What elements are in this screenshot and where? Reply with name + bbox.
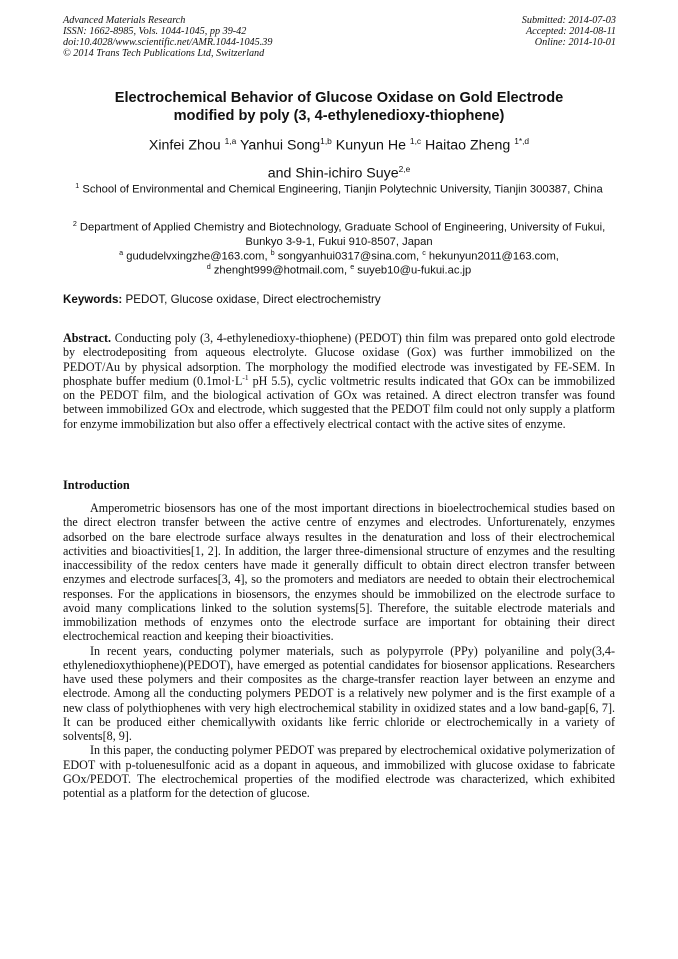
author-name: Kunyun He <box>331 137 410 154</box>
affiliation-1 <box>63 179 615 197</box>
author-affil-mark: 2,e <box>398 163 411 174</box>
email-address[interactable]: hekunyun2011@163.com, <box>425 250 559 263</box>
introduction-body <box>63 501 615 800</box>
title-line-1: Electrochemical Behavior of Glucose Oxidase on Gold Electrode <box>114 90 564 106</box>
email-mark: c <box>422 248 426 257</box>
accepted-date: Accepted: 2014-08-11 <box>525 26 616 37</box>
email-address[interactable]: gududelvxingzhe@163.com, <box>123 250 271 263</box>
keywords-label: Keywords: <box>63 293 123 306</box>
email-address[interactable]: zhenght999@hotmail.com, <box>210 264 351 277</box>
authors-line-1 <box>40 130 638 158</box>
author-affil-mark: 1,c <box>409 136 422 146</box>
author-affil-mark: 1,b <box>320 136 332 146</box>
intro-paragraph-1: Amperometric biosensors has one of the most important directions in bioelectrochemical studies based on the direct electron transfer between the active centre of enzymes and electrodes. Unforturenately, enzymes adsorbed on the bare electrode surface always resultes in the denaturation and loss of their electrochemical activities and bioactivities[1, 2]. In addition, the larger three-dimensional structure of enzymes and the resulting inaccessibility of the redox centers have made it generally difficult to obtain direct electron transfer between enzymes and electrode surfaces[3, 4], so the promoters and mediators are needed to obtain their electrochemical responses. For the applications in biosensors, the enzymes should be immobilized on the electrode surface to avoid many complications linked to the solution systems[5]. Therefore, the suitable electrode materials and immobilization methods of enzymes onto the electrode surface are important for obtaining their direct electrochemical reaction and keeping their bioactivities. <box>63 501 615 644</box>
keywords-line <box>63 293 381 307</box>
abstract-superscript: -1 <box>242 372 249 382</box>
affiliation-mark: 1 <box>75 181 80 190</box>
abstract <box>63 331 615 431</box>
email-mark: e <box>350 262 355 271</box>
abstract-label: Abstract. <box>63 331 112 345</box>
email-mark: a <box>119 248 124 257</box>
author-name: and Shin-ichiro Suye <box>267 165 399 182</box>
copyright-line: © 2014 Trans Tech Publications Ltd, Switzerland <box>63 48 265 59</box>
keywords-text: PEDOT, Glucose oxidase, Direct electrochemistry <box>122 293 381 306</box>
affiliation-text: School of Environmental and Chemical Engineering, Tianjin Polytechnic University, Tianjin 300387, China <box>79 183 603 196</box>
publication-dates <box>522 15 616 48</box>
section-heading-introduction: Introduction <box>63 478 130 492</box>
online-date: Online: 2014-10-01 <box>534 37 616 48</box>
author-affil-mark: 1*,d <box>514 136 530 146</box>
author-affil-mark: 1,a <box>224 136 237 146</box>
author-list <box>40 130 638 185</box>
email-mark: b <box>270 248 275 257</box>
affiliation-2 <box>63 217 615 250</box>
doi-line: doi:10.4028/www.scientific.net/AMR.1044-1045.39 <box>63 37 273 48</box>
paper-title <box>40 89 638 125</box>
email-line-2 <box>40 260 638 278</box>
author-name: Yanhui Song <box>236 137 321 154</box>
journal-name: Advanced Materials Research <box>63 15 186 26</box>
affiliation-text: Department of Applied Chemistry and Biotechnology, Graduate School of Engineering, University of Fukui, Bunkyo 3-9-1, Fukui 910-8507, Japan <box>76 221 606 249</box>
email-address[interactable]: songyanhui0317@sina.com, <box>274 250 423 263</box>
abstract-text-continued: pH 5.5), cyclic voltmetric results indicated that GOx can be immobilized on the PEDOT film, and the biological activation of GOx was retained. A direct electron transfer was found between immobilized GOx and electrode, which suggested that the PEDOT film could not only supply a platform for enzyme immobilization but also offer a effectively electrical contact with the active sites of enzyme. <box>63 373 615 431</box>
author-name: Haitao Zheng <box>421 137 515 154</box>
abstract-text: Conducting poly (3, 4-ethylenedioxy-thiophene) (PEDOT) thin film was prepared onto gold electrode by electrodepositing from aqueous electrolyte. Glucose oxidase (Gox) was further immobilized on the PEDOT/Au by physical adsorption. The morphology the modified electrode was investigated by FE-SEM. In phosphate buffer medium (0.1mol·L <box>63 331 615 388</box>
email-mark: d <box>206 262 211 271</box>
author-name: Xinfei Zhou <box>148 137 225 154</box>
submitted-date: Submitted: 2014-07-03 <box>521 15 616 26</box>
title-line-2: modified by poly (3, 4-ethylenedioxy-thiophene) <box>173 108 505 124</box>
email-address[interactable]: suyeb10@u-fukui.ac.jp <box>354 264 472 277</box>
intro-paragraph-2: In recent years, conducting polymer materials, such as polypyrrole (PPy) polyaniline and poly(3,4-ethylenedioxythiophene)(PEDOT), have emerged as potential candidates for biosensor applications. Researchers have used these polymers and their composites as the charge-transfer reaction layer between an enzyme and electrode. Among all the conducting polymers PEDOT is a relatively new polymer and is the first example of a new class of polythiophenes with very high electrochemical stability in oxidized states and a low band-gap[6, 7]. It can be produced either chemicallywith oxidants like ferric chloride or electrochemically in a variety of solvents[8, 9]. <box>63 643 615 743</box>
journal-info <box>63 15 272 59</box>
issn-line: ISSN: 1662-8985, Vols. 1044-1045, pp 39-42 <box>63 26 247 37</box>
affiliation-mark: 2 <box>72 219 77 228</box>
intro-paragraph-3: In this paper, the conducting polymer PEDOT was prepared by electrochemical oxidative polymerization of EDOT with p-toluenesulfonic acid as a dopant in aqueous, and immobilized with glucose oxidase to fabricate GOx/PEDOT. The electrochemical properties of the modified electrode was characterized, which exhibited potential as a platform for the detection of glucose. <box>63 743 615 800</box>
